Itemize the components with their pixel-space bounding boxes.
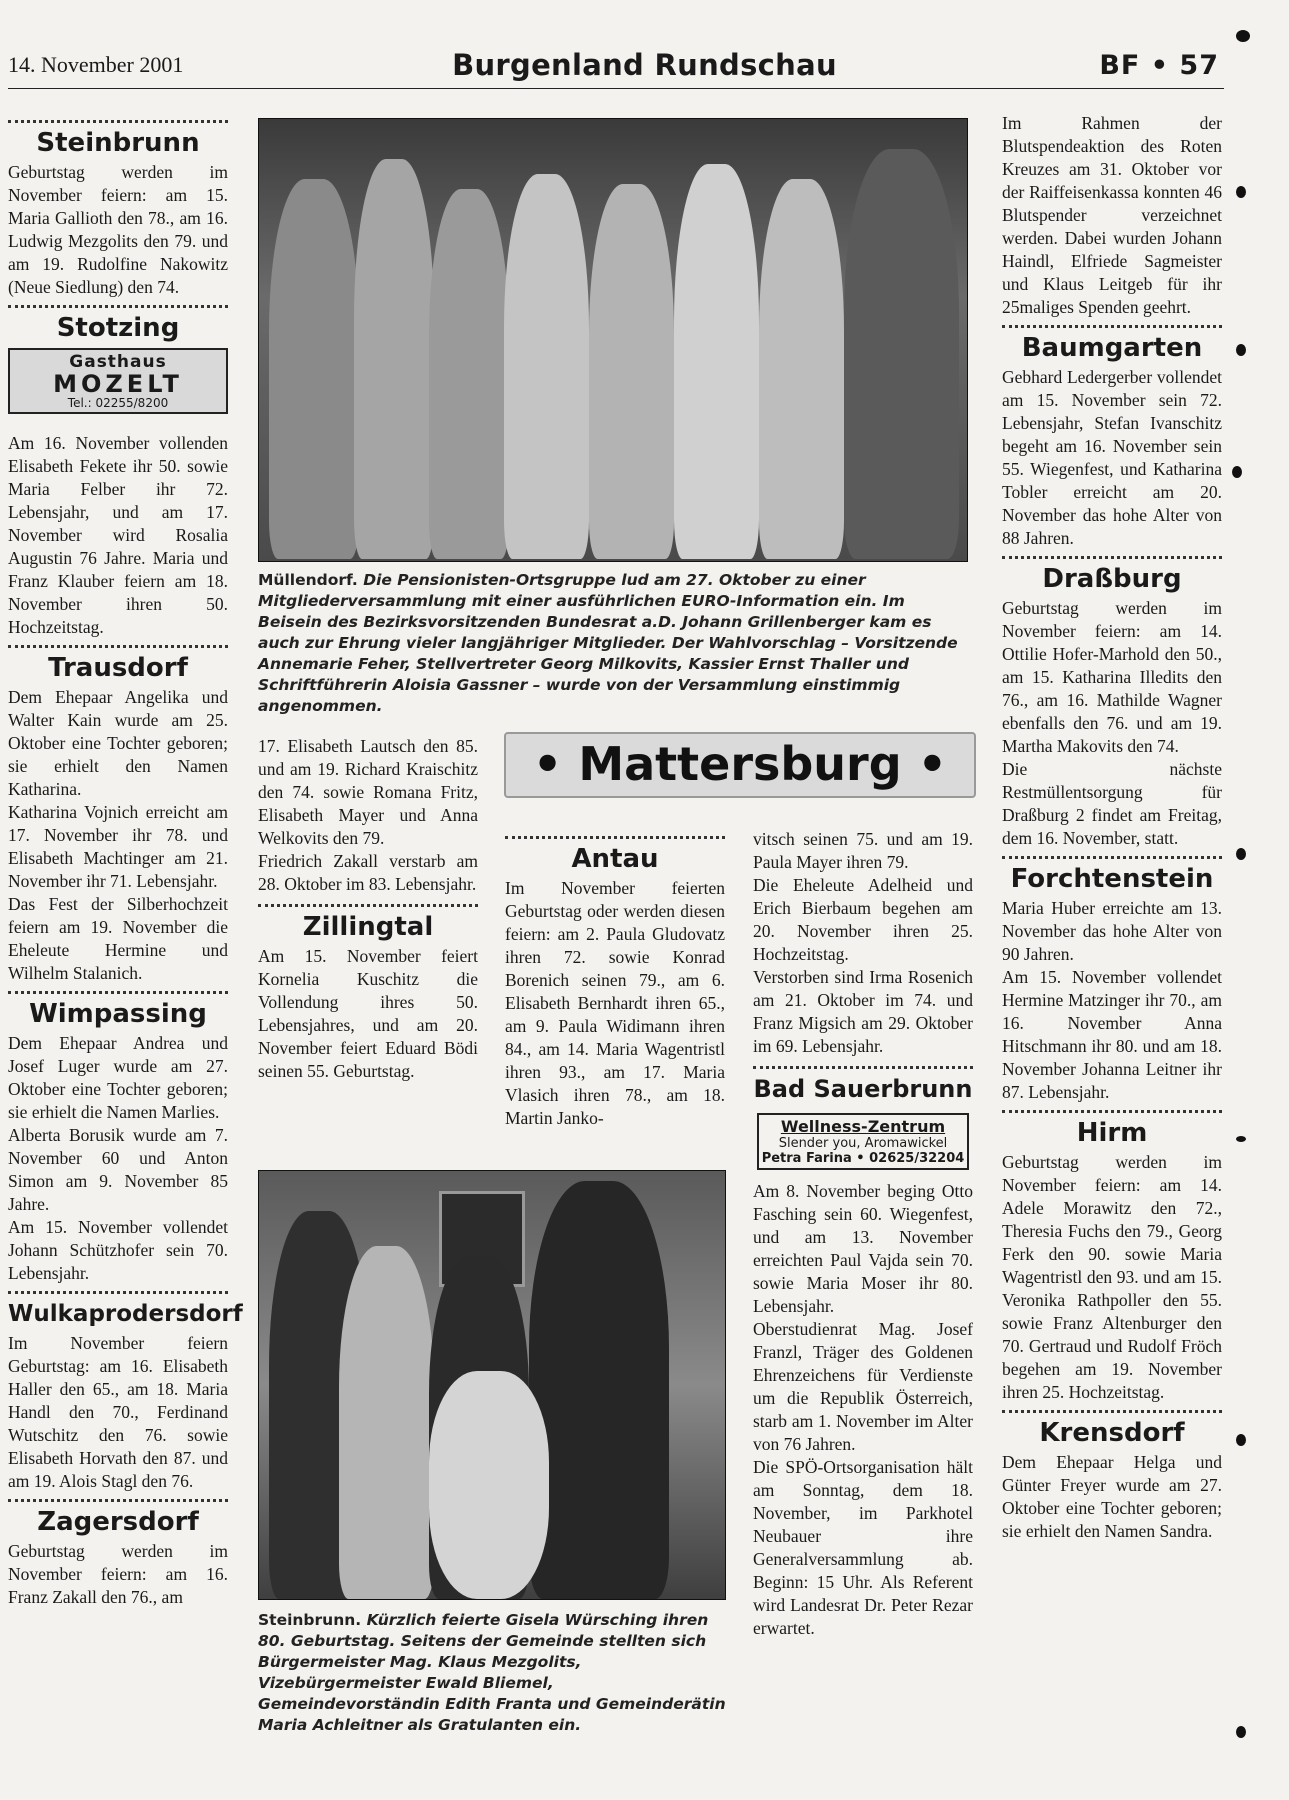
scan-mark — [1236, 30, 1250, 42]
article-bad-sauerbrunn-3: Die SPÖ-Ortsorganisation hält am Sonntag, dem 18. November, im Parkhotel Neubauer ihre Generalversammlung ab. Beginn: 15 Uhr. Als Referent wird Landesrat Dr. Peter Rezar erwartet. — [753, 1457, 973, 1638]
advertisement-gasthaus-mozelt — [8, 348, 228, 414]
section-heading-trausdorf: Trausdorf — [48, 653, 188, 683]
caption-text: Kürzlich feierte Gisela Würsching ihren 80. Geburtstag. Seitens der Gemeinde stellten sich Bürgermeister Mag. Klaus Mezgolits, Vizebürgermeister Ewald Bliemel, Gemeindevorständin Edith Franta und Gemeinderätin Maria Achleitner als Gratulanten ein. — [258, 1611, 726, 1734]
section-heading-hirm: Hirm — [1076, 1118, 1148, 1148]
ad-line-3: Petra Farina • 02625/32204 — [761, 1151, 965, 1166]
divider — [8, 1499, 228, 1502]
photo-figure — [759, 179, 844, 559]
scan-mark — [1236, 1726, 1246, 1738]
ad-line-3: Tel.: 02255/8200 — [67, 396, 169, 410]
photo-figure — [589, 184, 674, 559]
section-heading-baumgarten: Baumgarten — [1021, 333, 1203, 363]
section-heading-wulkaprodersdorf: Wulkaprodersdorf — [8, 1301, 243, 1327]
article-trausdorf-3: Das Fest der Silberhochzeit feiern am 19. November die Eheleute Hermine und Wilhelm Stalanich. — [8, 894, 228, 983]
divider — [8, 991, 228, 994]
scan-mark — [1236, 848, 1246, 860]
article-antau: Im November feierten Geburtstag oder werden diesen feiern: am 2. Paula Gludovatz ihren 72. sowie Konrad Borenich seinen 79., am 6. Elisabeth Bernhardt ihren 65., am 9. Paula Widimann ihren 84., am 14. Maria Wagentristl ihren 93., am 17. Maria Vlasich ihren 78., am 18. Martin Janko- — [505, 878, 725, 1128]
column-4 — [753, 828, 973, 1640]
issue-date: 14. November 2001 — [8, 52, 184, 77]
divider — [8, 305, 228, 308]
section-heading-wimpassing: Wimpassing — [29, 999, 207, 1029]
divider — [1002, 1410, 1222, 1413]
column-5 — [1002, 112, 1222, 1543]
article-antau-continued-3: Verstorben sind Irma Rosenich am 21. Oktober im 74. und Franz Migsich am 29. Oktober im 69. Lebensjahr. — [753, 967, 973, 1056]
photo-figure-seated — [429, 1371, 549, 1599]
article-krensdorf: Dem Ehepaar Helga und Günter Freyer wurde am 27. Oktober eine Tochter geboren; sie erhielt den Namen Sandra. — [1002, 1452, 1222, 1541]
section-heading-stotzing: Stotzing — [56, 313, 180, 343]
scan-mark — [1236, 1434, 1246, 1446]
article-continued-2: Friedrich Zakall verstarb am 28. Oktober im 83. Lebensjahr. — [258, 851, 478, 894]
photo-figure — [504, 174, 589, 559]
newspaper-title: Burgenland Rundschau — [452, 48, 837, 82]
caption-lead: Müllendorf. — [258, 571, 358, 589]
caption-text: Die Pensionisten-Ortsgruppe lud am 27. Oktober zu einer Mitgliederversammlung mit einer ausführlichen EURO-Information ein. Im Beisein des Bezirksvorsitzenden Bundesrat a.D. Johann Grillenberger kam es auch zur Ehrung vieler langjähriger Mitglieder. Der Wahlvorschlag – Vorsitzende Annemarie Feher, Stellvertreter Georg Milkovits, Kassier Ernst Thaller und Schriftführerin Aloisia Gassner – wurde von der Versammlung einstimmig angenommen. — [258, 571, 958, 715]
article-wimpassing-2: Alberta Borusik wurde am 7. November 60 und Anton Simon am 9. November 85 Jahre. — [8, 1125, 228, 1214]
photo-figure — [429, 189, 509, 559]
article-zillingtal: Am 15. November feiert Kornelia Kuschitz die Vollendung ihres 50. Lebensjahres, und am 20. November feiert Eduard Bödi seinen 55. Geburtstag. — [258, 946, 478, 1081]
column-1 — [8, 120, 243, 1609]
article-baumgarten: Gebhard Ledergerber vollendet am 15. November sein 72. Lebensjahr, Stefan Ivanschitz begeht am 16. November sein 55. Wiegenfest, und Katharina Tobler erreicht am 20. November das hohe Alter von 88 Jahren. — [1002, 367, 1222, 548]
photo-figure — [269, 179, 359, 559]
article-forchtenstein-1: Maria Huber erreichte am 13. November das hohe Alter von 90 Jahren. — [1002, 898, 1222, 964]
article-forchtenstein-2: Am 15. November vollendet Hermine Matzinger ihr 70., am 16. November Anna Hitschmann ihr 80. und am 18. November Johanna Leitner ihr 87. Lebensjahr. — [1002, 967, 1222, 1102]
photo-figure — [339, 1246, 434, 1599]
article-trausdorf-1: Dem Ehepaar Angelika und Walter Kain wurde am 25. Oktober eine Tochter geboren; sie erhielt den Namen Katharina. — [8, 687, 228, 799]
article-bad-sauerbrunn-2: Oberstudienrat Mag. Josef Franzl, Träger des Goldenen Ehrenzeichens für Verdienste um die Republik Österreich, starb am 1. November im Alter von 76 Jahren. — [753, 1319, 973, 1454]
ad-line-1: Gasthaus — [69, 352, 167, 372]
section-heading-steinbrunn: Steinbrunn — [36, 128, 200, 158]
article-stotzing: Am 16. November vollenden Elisabeth Fekete ihr 50. sowie Maria Felber ihr 72. Lebensjahr, und am 17. November wird Rosalia Augustin 76 Jahre. Maria und Franz Klauber feiern am 18. November ihren 50. Hochzeitstag. — [8, 433, 228, 637]
article-antau-continued-2: Die Eheleute Adelheid und Erich Bierbaum begehen am 20. November ihren 25. Hochzeitstag. — [753, 875, 973, 964]
article-antau-continued: vitsch seinen 75. und am 19. Paula Mayer ihren 79. — [753, 829, 973, 872]
article-drassburg-1: Geburtstag werden im November feiern: am 14. Ottilie Hofer-Marhold den 50., am 15. Katharina Illedits den 76., am 16. Mathilde Wagner ebenfalls den 76. und am 19. Martha Makovits den 74. — [1002, 598, 1222, 756]
page-number: BF • 57 — [1099, 50, 1219, 81]
section-heading-drassburg: Draßburg — [1042, 564, 1182, 594]
ad-line-2: MOZELT — [53, 370, 183, 398]
section-banner-mattersburg: • Mattersburg • — [504, 732, 976, 798]
section-heading-forchtenstein: Forchtenstein — [1010, 864, 1214, 894]
divider — [753, 1066, 973, 1069]
divider — [258, 904, 478, 907]
section-heading-krensdorf: Krensdorf — [1039, 1418, 1185, 1448]
ad-line-1: Wellness-Zentrum — [780, 1117, 946, 1136]
divider — [1002, 1110, 1222, 1113]
photo-figure — [529, 1181, 669, 1599]
section-heading-antau: Antau — [571, 844, 659, 874]
divider — [8, 1291, 228, 1294]
ad-line-2: Slender you, Aromawickel — [778, 1136, 948, 1151]
divider — [8, 120, 228, 123]
divider — [8, 645, 228, 648]
article-wulkaprodersdorf: Im November feiern Geburtstag: am 16. Elisabeth Haller den 65., am 18. Maria Handl den 70., Ferdinand Wutschitz den 76. sowie Elisabeth Horvath den 87. und am 19. Alois Stagl den 76. — [8, 1333, 228, 1491]
divider — [505, 836, 725, 839]
header-rule — [8, 88, 1224, 89]
divider — [1002, 556, 1222, 559]
article-wimpassing-3: Am 15. November vollendet Johann Schützhofer sein 70. Lebensjahr. — [8, 1217, 228, 1283]
photo-caption-muellendorf — [258, 570, 970, 717]
article-blutspende: Im Rahmen der Blutspendeaktion des Roten Kreuzes am 31. Oktober vor der Raiffeisenkassa konnten 46 Blutspender verzeichnet werden. Dabei wurden Johann Haindl, Elfriede Sagmeister und Klaus Leitgeb für ihr 25maliges Spenden geehrt. — [1002, 113, 1222, 317]
article-zagersdorf: Geburtstag werden im November feiern: am 16. Franz Zakall den 76., am — [8, 1541, 228, 1607]
article-trausdorf-2: Katharina Vojnich erreicht am 17. November ihr 78. und Elisabeth Machtinger am 21. November ihr 71. Lebensjahr. — [8, 802, 228, 891]
article-hirm: Geburtstag werden im November feiern: am 14. Adele Morawitz den 72., Theresia Fuchs den 79., Georg Ferk den 90. sowie Maria Wagentristl den 93. und am 15. Veronika Rathpoller den 55. sowie Franz Altenburger den 70. Gertraud und Rudolf Fröch begehen am 19. November ihren 25. Hochzeitstag. — [1002, 1152, 1222, 1402]
column-2 — [258, 735, 478, 1083]
scan-mark — [1232, 466, 1242, 478]
scan-mark — [1236, 1136, 1246, 1142]
column-3 — [505, 836, 725, 1130]
photo-muellendorf-group — [258, 118, 968, 562]
divider — [1002, 325, 1222, 328]
photo-caption-steinbrunn — [258, 1610, 728, 1736]
article-steinbrunn: Geburtstag werden im November feiern: am 15. Maria Gallioth den 78., am 16. Ludwig Mezgolits den 79. und am 19. Rudolfine Nakowitz (Neue Siedlung) den 74. — [8, 162, 228, 297]
article-drassburg-2: Die nächste Restmüllentsorgung für Draßburg 2 findet am Freitag, dem 16. November, statt. — [1002, 759, 1222, 848]
scan-mark — [1236, 344, 1246, 356]
section-heading-bad-sauerbrunn: Bad Sauerbrunn — [753, 1075, 973, 1103]
photo-figure — [844, 149, 959, 559]
advertisement-wellness-zentrum — [757, 1113, 969, 1170]
section-heading-zagersdorf: Zagersdorf — [37, 1507, 199, 1537]
photo-steinbrunn-birthday — [258, 1170, 726, 1600]
article-bad-sauerbrunn-1: Am 8. November beging Otto Fasching sein 60. Wiegenfest, und am 13. November erreichten Paul Vajda sein 70. sowie Maria Moser ihr 80. Lebensjahr. — [753, 1181, 973, 1316]
photo-figure — [354, 159, 434, 559]
divider — [1002, 856, 1222, 859]
section-heading-zillingtal: Zillingtal — [302, 912, 434, 942]
photo-figure — [674, 164, 759, 559]
article-continued: 17. Elisabeth Lautsch den 85. und am 19. Richard Kraischitz den 74. sowie Romana Fritz, Elisabeth Mayer und Anna Welkovits den 79. — [258, 736, 478, 848]
caption-lead: Steinbrunn. — [258, 1611, 362, 1629]
article-wimpassing-1: Dem Ehepaar Andrea und Josef Luger wurde am 27. Oktober eine Tochter geboren; sie erhielt die Namen Marlies. — [8, 1033, 228, 1122]
scan-mark — [1236, 186, 1246, 198]
